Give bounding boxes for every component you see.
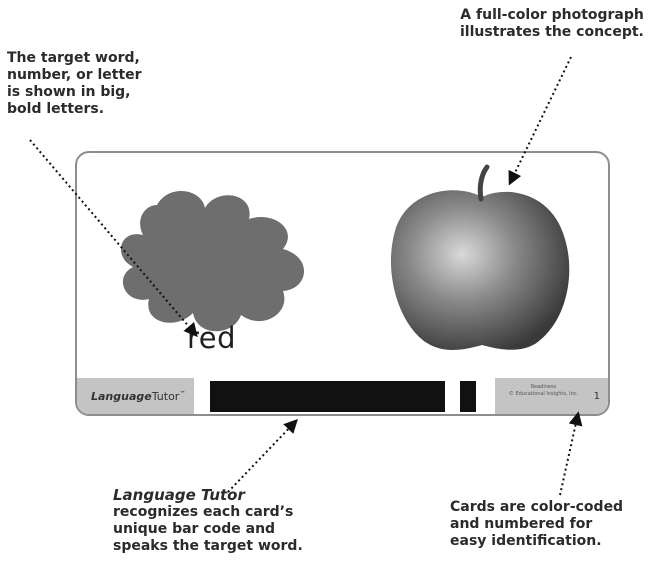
card-number: 1 <box>593 391 600 402</box>
callout-line: unique bar code and <box>113 521 276 537</box>
language-tutor-logo: LanguageTutor™ <box>91 390 186 403</box>
callout-line: easy identification. <box>450 533 602 549</box>
arrow-to-barcode <box>228 421 296 492</box>
card-category: Readiness <box>530 384 557 390</box>
card-copyright: © Educational Insights, Inc. <box>508 391 579 397</box>
callout-line: speaks the target word. <box>113 538 303 554</box>
callout-line: A full-color photograph <box>460 7 644 23</box>
arrow-to-number <box>560 414 578 495</box>
target-word: red <box>187 321 237 355</box>
arrow-to-photo <box>510 57 571 183</box>
callout-line: illustrates the concept. <box>460 24 644 40</box>
callout-line: The target word, <box>7 50 140 66</box>
callout-line: recognizes each card’s <box>113 504 294 520</box>
callout-line: number, or letter <box>7 67 142 83</box>
callout-line: Cards are color-coded <box>450 499 624 515</box>
callout-line: is shown in big, <box>7 84 131 100</box>
arrow-to-word <box>30 140 196 335</box>
callout-line: bold letters. <box>7 101 105 117</box>
callout-emphasis: Language Tutor <box>113 486 245 504</box>
callout-line: and numbered for <box>450 516 593 532</box>
